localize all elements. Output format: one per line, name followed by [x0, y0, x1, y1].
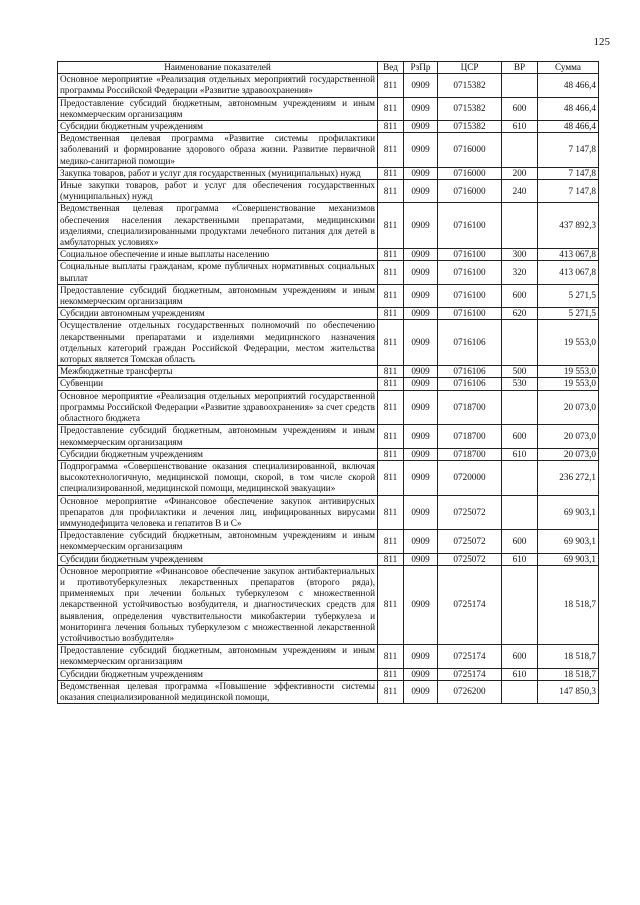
- table-body: [58, 74, 599, 704]
- row-name-cell: Предоставление субсидий бюджетным, автономным учреждениям и иным некоммерческим организациям: [58, 530, 378, 553]
- row-rzpr-cell: 0909: [404, 645, 438, 668]
- row-vr-cell: 610: [502, 668, 538, 680]
- row-sum-cell: 7 147,8: [538, 167, 599, 179]
- row-vr-cell: [502, 680, 538, 703]
- table-row: [58, 553, 599, 565]
- table-row: [58, 74, 599, 97]
- row-csr-cell: 0716000: [438, 133, 502, 168]
- table-row: [58, 203, 599, 249]
- row-vr-cell: [502, 74, 538, 97]
- row-rzpr-cell: 0909: [404, 366, 438, 378]
- row-name-cell: Основное мероприятие «Финансовое обеспечение закупок антибактериальных и противотуберкулезных лекарственных препаратов (второго ряда), применяемых при лечении больных туберкулезом с множественной лекарственной устойчивостью возбудителя, и диагностических средств для выявления, определения чувствительности микобактерии туберкулеза и мониторинга лечения больных туберкулезом с множественной лекарственной устойчивостью возбудителя»: [58, 565, 378, 644]
- row-rzpr-cell: 0909: [404, 167, 438, 179]
- table-row: [58, 565, 599, 644]
- row-name-cell: Основное мероприятие «Реализация отдельных мероприятий государственной программы Российской Федерации «Развитие здравоохранения» за счет средств областного бюджета: [58, 390, 378, 425]
- row-vr-cell: 610: [502, 553, 538, 565]
- table-row: [58, 645, 599, 668]
- row-name-cell: Субсидии бюджетным учреждениям: [58, 448, 378, 460]
- row-name-cell: Основное мероприятие «Реализация отдельных мероприятий государственной программы Российской Федерации «Развитие здравоохранения»: [58, 74, 378, 97]
- row-rzpr-cell: 0909: [404, 495, 438, 530]
- row-name-cell: Социальные выплаты гражданам, кроме публичных нормативных социальных выплат: [58, 261, 378, 284]
- row-csr-cell: 0716100: [438, 308, 502, 320]
- row-name-cell: Субсидии бюджетным учреждениям: [58, 121, 378, 133]
- row-rzpr-cell: 0909: [404, 249, 438, 261]
- table-row: [58, 284, 599, 307]
- table-row: [58, 448, 599, 460]
- row-ved-cell: 811: [378, 460, 404, 495]
- row-vr-cell: 620: [502, 308, 538, 320]
- row-sum-cell: 413 067,8: [538, 261, 599, 284]
- row-sum-cell: 19 553,0: [538, 366, 599, 378]
- row-sum-cell: 7 147,8: [538, 180, 599, 203]
- table-row: [58, 261, 599, 284]
- row-ved-cell: 811: [378, 495, 404, 530]
- table-row: [58, 121, 599, 133]
- row-ved-cell: 811: [378, 425, 404, 448]
- row-vr-cell: 320: [502, 261, 538, 284]
- row-csr-cell: 0716000: [438, 180, 502, 203]
- row-sum-cell: 7 147,8: [538, 133, 599, 168]
- table-row: [58, 167, 599, 179]
- row-ved-cell: 811: [378, 668, 404, 680]
- row-csr-cell: 0726200: [438, 680, 502, 703]
- row-name-cell: Ведомственная целевая программа «Развитие системы профилактики заболеваний и формирование здорового образа жизни. Развитие первичной медико-санитарной помощи»: [58, 133, 378, 168]
- column-header-csr: ЦСР: [438, 62, 502, 74]
- table-row: [58, 680, 599, 703]
- column-header-sum: Сумма: [538, 62, 599, 74]
- row-ved-cell: 811: [378, 133, 404, 168]
- column-header-name: Наименование показателей: [58, 62, 378, 74]
- row-rzpr-cell: 0909: [404, 203, 438, 249]
- row-sum-cell: 19 553,0: [538, 378, 599, 390]
- row-vr-cell: [502, 495, 538, 530]
- row-ved-cell: 811: [378, 645, 404, 668]
- row-rzpr-cell: 0909: [404, 553, 438, 565]
- row-vr-cell: [502, 460, 538, 495]
- row-csr-cell: 0725072: [438, 495, 502, 530]
- row-ved-cell: 811: [378, 97, 404, 120]
- row-ved-cell: 811: [378, 121, 404, 133]
- table-row: [58, 249, 599, 261]
- table-row: [58, 133, 599, 168]
- row-csr-cell: 0725072: [438, 553, 502, 565]
- row-vr-cell: 600: [502, 284, 538, 307]
- row-sum-cell: 19 553,0: [538, 320, 599, 366]
- row-rzpr-cell: 0909: [404, 261, 438, 284]
- row-name-cell: Предоставление субсидий бюджетным, автономным учреждениям и иным некоммерческим организациям: [58, 425, 378, 448]
- table-row: [58, 97, 599, 120]
- row-ved-cell: 811: [378, 448, 404, 460]
- row-sum-cell: 18 518,7: [538, 565, 599, 644]
- row-vr-cell: [502, 320, 538, 366]
- row-sum-cell: 48 466,4: [538, 121, 599, 133]
- row-ved-cell: 811: [378, 308, 404, 320]
- table-row: [58, 308, 599, 320]
- row-sum-cell: 18 518,7: [538, 668, 599, 680]
- table-row: [58, 530, 599, 553]
- row-sum-cell: 413 067,8: [538, 249, 599, 261]
- row-vr-cell: 240: [502, 180, 538, 203]
- row-csr-cell: 0716106: [438, 366, 502, 378]
- row-rzpr-cell: 0909: [404, 133, 438, 168]
- row-csr-cell: 0725072: [438, 530, 502, 553]
- row-vr-cell: 610: [502, 121, 538, 133]
- row-ved-cell: 811: [378, 390, 404, 425]
- row-ved-cell: 811: [378, 261, 404, 284]
- row-sum-cell: 20 073,0: [538, 390, 599, 425]
- row-name-cell: Социальное обеспечение и иные выплаты населению: [58, 249, 378, 261]
- row-ved-cell: 811: [378, 378, 404, 390]
- table-row: [58, 460, 599, 495]
- row-csr-cell: 0716106: [438, 378, 502, 390]
- row-csr-cell: 0715382: [438, 74, 502, 97]
- row-ved-cell: 811: [378, 553, 404, 565]
- row-sum-cell: 69 903,1: [538, 495, 599, 530]
- row-sum-cell: 48 466,4: [538, 97, 599, 120]
- row-csr-cell: 0716100: [438, 203, 502, 249]
- row-rzpr-cell: 0909: [404, 308, 438, 320]
- row-csr-cell: 0715382: [438, 97, 502, 120]
- row-rzpr-cell: 0909: [404, 284, 438, 307]
- row-ved-cell: 811: [378, 249, 404, 261]
- row-csr-cell: 0716100: [438, 261, 502, 284]
- row-sum-cell: 236 272,1: [538, 460, 599, 495]
- row-vr-cell: 300: [502, 249, 538, 261]
- row-vr-cell: 610: [502, 448, 538, 460]
- row-sum-cell: 48 466,4: [538, 74, 599, 97]
- row-vr-cell: 600: [502, 425, 538, 448]
- row-name-cell: Межбюджетные трансферты: [58, 366, 378, 378]
- row-rzpr-cell: 0909: [404, 448, 438, 460]
- table-row: [58, 495, 599, 530]
- row-vr-cell: 600: [502, 97, 538, 120]
- row-csr-cell: 0725174: [438, 645, 502, 668]
- row-name-cell: Закупка товаров, работ и услуг для государственных (муниципальных) нужд: [58, 167, 378, 179]
- row-ved-cell: 811: [378, 565, 404, 644]
- row-vr-cell: 500: [502, 366, 538, 378]
- row-sum-cell: 147 850,3: [538, 680, 599, 703]
- column-header-vr: ВР: [502, 62, 538, 74]
- row-csr-cell: 0725174: [438, 668, 502, 680]
- row-rzpr-cell: 0909: [404, 74, 438, 97]
- row-vr-cell: [502, 565, 538, 644]
- row-vr-cell: [502, 390, 538, 425]
- row-csr-cell: 0716106: [438, 320, 502, 366]
- row-sum-cell: 69 903,1: [538, 530, 599, 553]
- row-csr-cell: 0716100: [438, 249, 502, 261]
- row-ved-cell: 811: [378, 366, 404, 378]
- row-csr-cell: 0720000: [438, 460, 502, 495]
- row-ved-cell: 811: [378, 74, 404, 97]
- row-rzpr-cell: 0909: [404, 390, 438, 425]
- row-name-cell: Ведомственная целевая программа «Совершенствование механизмов обеспечения населения лекарственными препаратами, медицинскими изделиями, специализированными продуктами лечебного питания для детей в амбулаторных условиях»: [58, 203, 378, 249]
- row-rzpr-cell: 0909: [404, 180, 438, 203]
- row-name-cell: Предоставление субсидий бюджетным, автономным учреждениям и иным некоммерческим организациям: [58, 284, 378, 307]
- row-csr-cell: 0715382: [438, 121, 502, 133]
- row-vr-cell: [502, 133, 538, 168]
- row-vr-cell: 530: [502, 378, 538, 390]
- row-vr-cell: [502, 203, 538, 249]
- row-sum-cell: 20 073,0: [538, 425, 599, 448]
- row-name-cell: Основное мероприятие «Финансовое обеспечение закупок антивирусных препаратов для профилактики и лечения лиц, инфицированных вирусами иммунодефицита человека и гепатитов В и С»: [58, 495, 378, 530]
- table-row: [58, 366, 599, 378]
- row-rzpr-cell: 0909: [404, 97, 438, 120]
- table-row: [58, 390, 599, 425]
- table-row: [58, 180, 599, 203]
- row-name-cell: Ведомственная целевая программа «Повышение эффективности системы оказания специализированной медицинской помощи,: [58, 680, 378, 703]
- table-row: [58, 668, 599, 680]
- row-ved-cell: 811: [378, 167, 404, 179]
- row-rzpr-cell: 0909: [404, 530, 438, 553]
- row-sum-cell: 20 073,0: [538, 448, 599, 460]
- row-name-cell: Предоставление субсидий бюджетным, автономным учреждениям и иным некоммерческим организациям: [58, 645, 378, 668]
- row-rzpr-cell: 0909: [404, 565, 438, 644]
- row-name-cell: Предоставление субсидий бюджетным, автономным учреждениям и иным некоммерческим организациям: [58, 97, 378, 120]
- budget-table: [57, 61, 599, 704]
- table-row: [58, 425, 599, 448]
- row-rzpr-cell: 0909: [404, 460, 438, 495]
- row-name-cell: Субсидии бюджетным учреждениям: [58, 668, 378, 680]
- table-row: [58, 320, 599, 366]
- row-name-cell: Субсидии бюджетным учреждениям: [58, 553, 378, 565]
- row-name-cell: Субвенции: [58, 378, 378, 390]
- row-csr-cell: 0718700: [438, 390, 502, 425]
- row-ved-cell: 811: [378, 180, 404, 203]
- row-rzpr-cell: 0909: [404, 121, 438, 133]
- row-csr-cell: 0718700: [438, 448, 502, 460]
- column-header-ved: Вед: [378, 62, 404, 74]
- table-row: [58, 378, 599, 390]
- row-vr-cell: 600: [502, 645, 538, 668]
- row-vr-cell: 200: [502, 167, 538, 179]
- row-sum-cell: 437 892,3: [538, 203, 599, 249]
- row-name-cell: Осуществление отдельных государственных полномочий по обеспечению лекарственными препаратами и изделиями медицинского назначения отдельных категорий граждан Российской Федерации, местом жительства которых является Томская область: [58, 320, 378, 366]
- row-ved-cell: 811: [378, 203, 404, 249]
- row-rzpr-cell: 0909: [404, 425, 438, 448]
- row-csr-cell: 0718700: [438, 425, 502, 448]
- row-sum-cell: 5 271,5: [538, 308, 599, 320]
- row-ved-cell: 811: [378, 680, 404, 703]
- row-csr-cell: 0716000: [438, 167, 502, 179]
- row-rzpr-cell: 0909: [404, 680, 438, 703]
- row-sum-cell: 5 271,5: [538, 284, 599, 307]
- row-csr-cell: 0716100: [438, 284, 502, 307]
- row-name-cell: Субсидии автономным учреждениям: [58, 308, 378, 320]
- row-vr-cell: 600: [502, 530, 538, 553]
- table-header-row: [58, 62, 599, 74]
- row-ved-cell: 811: [378, 284, 404, 307]
- page-number: 125: [593, 36, 610, 48]
- row-name-cell: Иные закупки товаров, работ и услуг для обеспечения государственных (муниципальных) нужд: [58, 180, 378, 203]
- row-sum-cell: 69 903,1: [538, 553, 599, 565]
- row-rzpr-cell: 0909: [404, 320, 438, 366]
- row-csr-cell: 0725174: [438, 565, 502, 644]
- row-ved-cell: 811: [378, 320, 404, 366]
- row-sum-cell: 18 518,7: [538, 645, 599, 668]
- row-rzpr-cell: 0909: [404, 378, 438, 390]
- row-rzpr-cell: 0909: [404, 668, 438, 680]
- row-ved-cell: 811: [378, 530, 404, 553]
- row-name-cell: Подпрограмма «Совершенствование оказания специализированной, включая высокотехнологичную, медицинской помощи, скорой, в том числе скорой специализированной, медицинской помощи, медицинской эвакуации»: [58, 460, 378, 495]
- column-header-rzpr: РзПр: [404, 62, 438, 74]
